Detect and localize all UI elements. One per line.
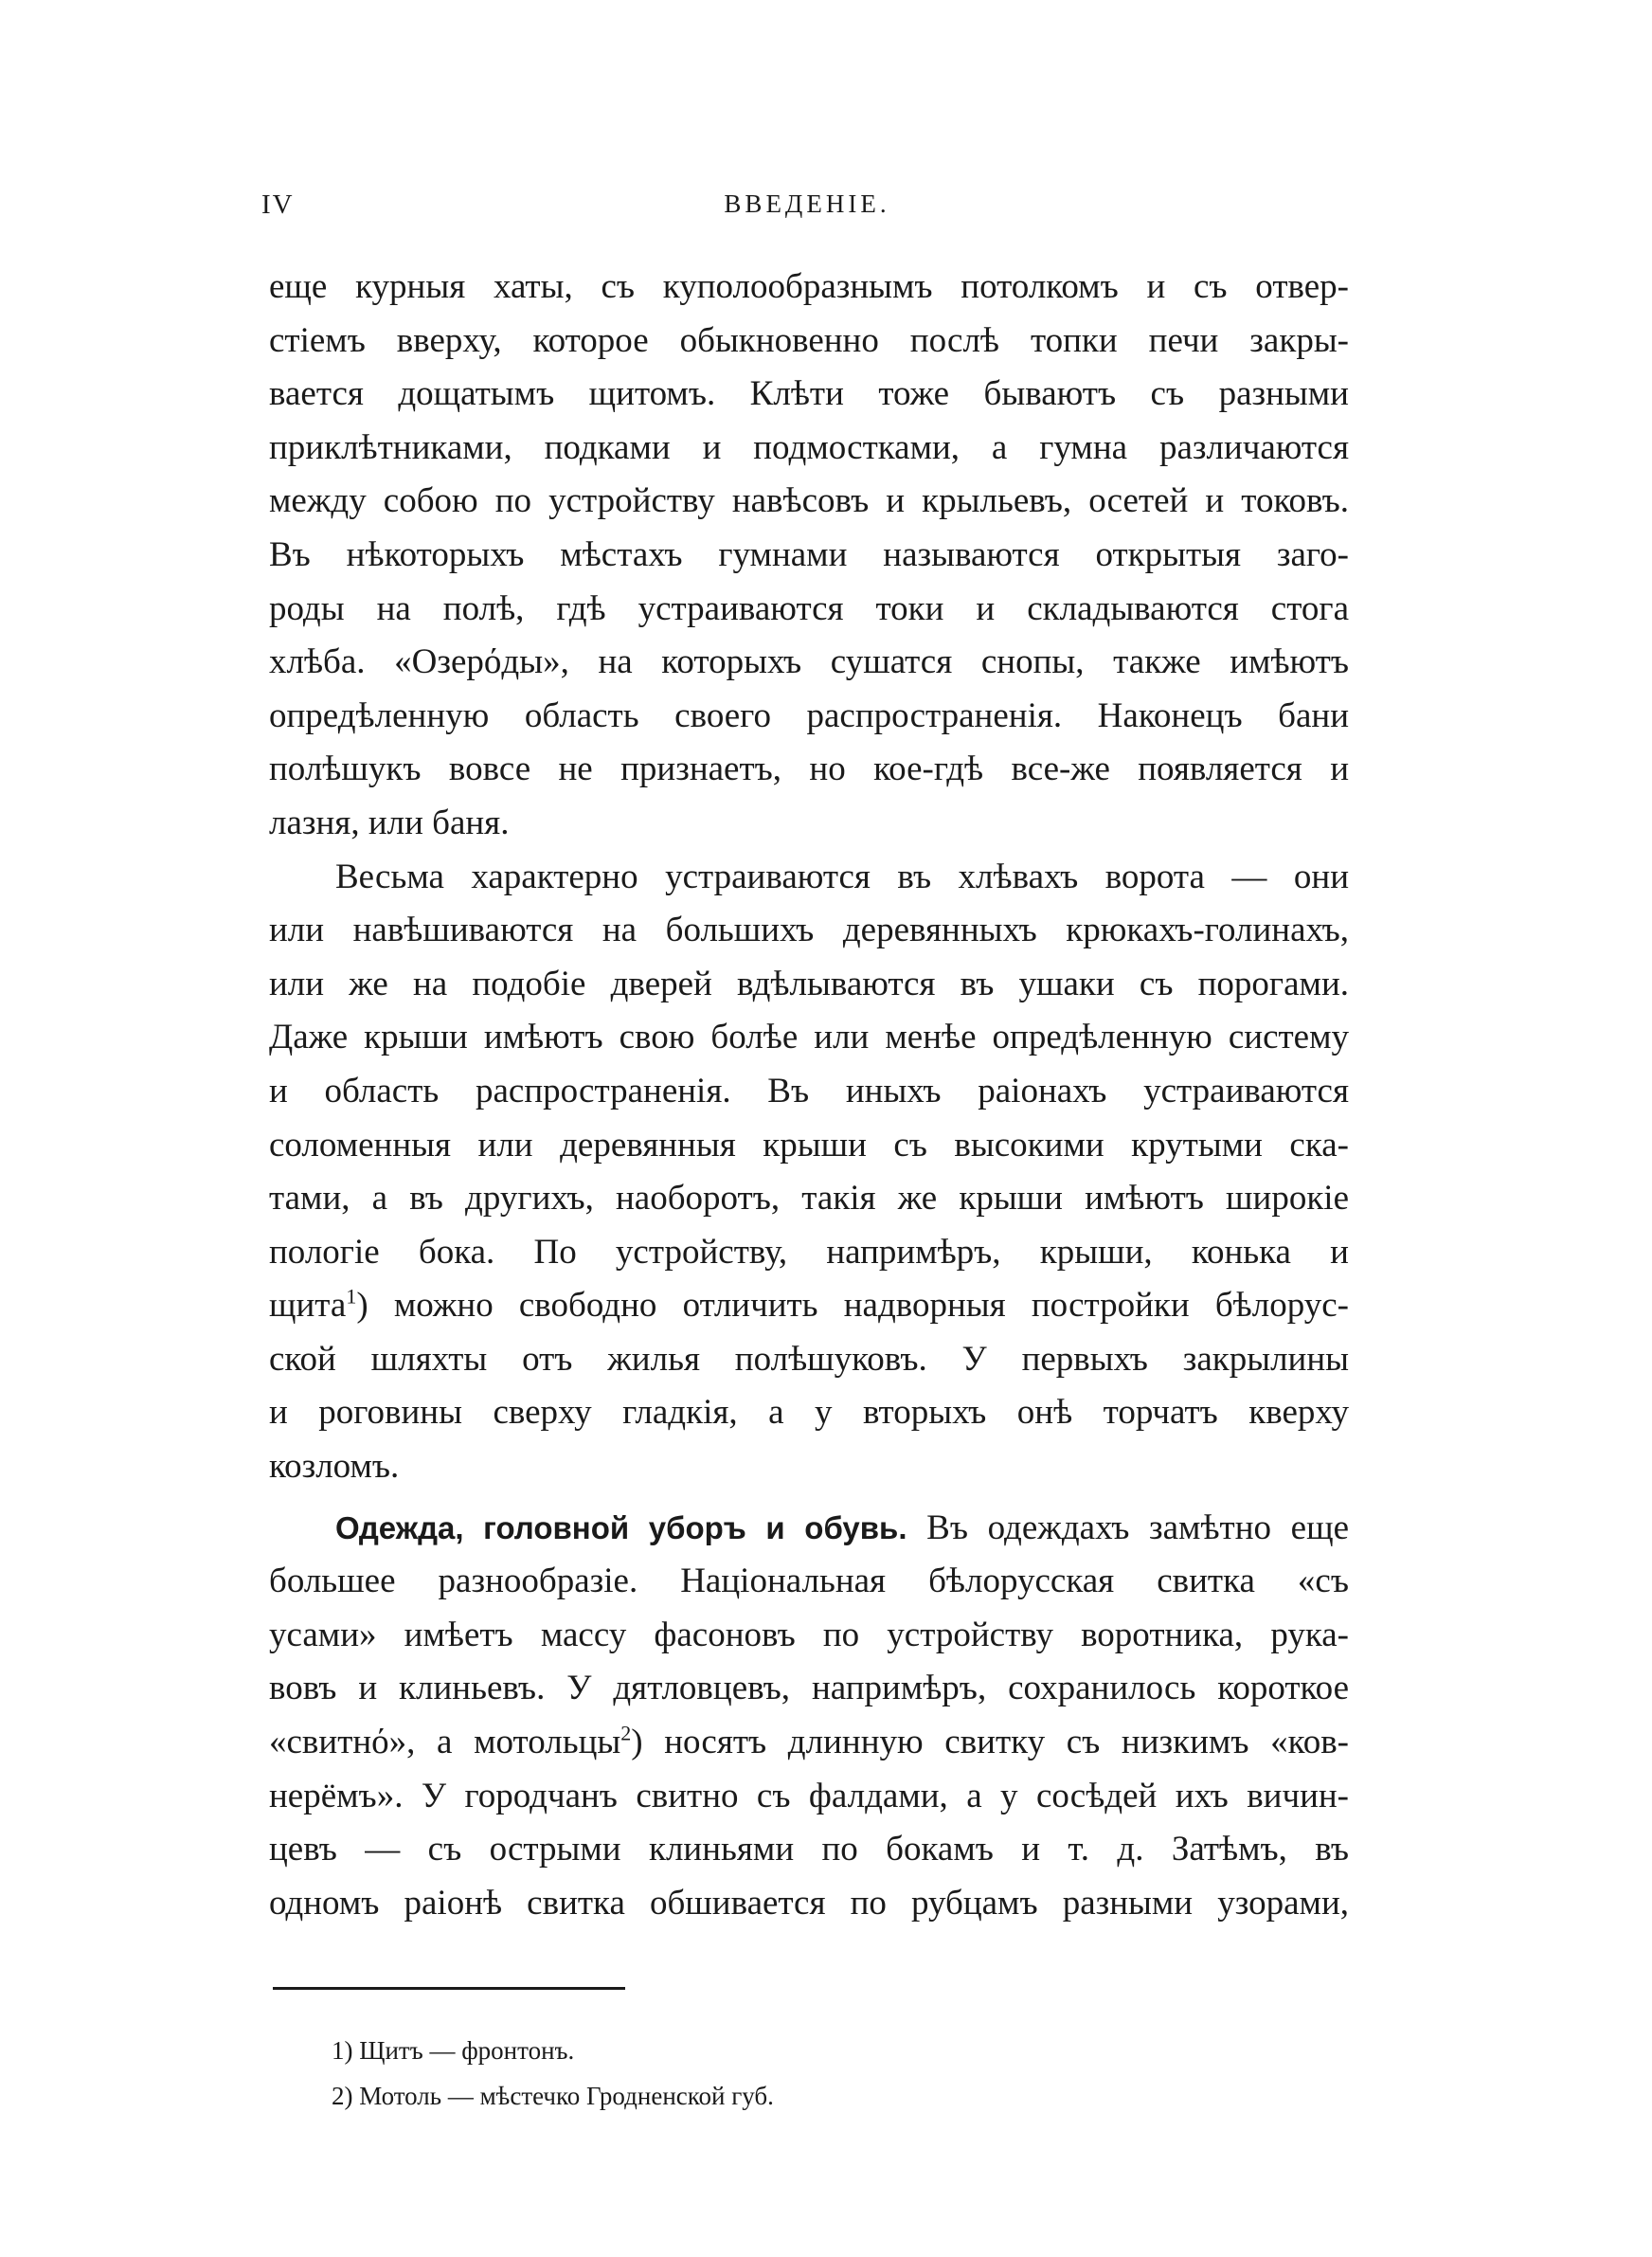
text-line: Даже крыши имѣютъ свою болѣе или менѣе опредѣленную систему	[269, 1018, 1349, 1057]
text-line: усами» имѣетъ массу фасоновъ по устройству воротника, рука-	[269, 1615, 1349, 1654]
footnote-ref-2[interactable]: 2	[620, 1721, 632, 1745]
text-line: стіемъ вверху, которое обыкновенно послѣ топки печи закры-	[269, 320, 1349, 360]
running-head	[261, 190, 1353, 227]
text-segment: щита	[269, 1286, 347, 1326]
footnote-1: 1) Щитъ — фронтонъ.	[332, 2036, 575, 2065]
text-segment: ) можно свободно отличить надворныя постройки бѣлорус-	[356, 1286, 1349, 1326]
text-segment: Въ одеждахъ замѣтно еще	[907, 1508, 1349, 1547]
page-number: IV	[261, 190, 295, 220]
running-title: ВВЕДЕНІЕ.	[724, 190, 890, 218]
text-line-with-footnote	[269, 1279, 1349, 1333]
text-segment: ) носятъ длинную свитку съ низкимъ «ков-	[631, 1723, 1349, 1762]
text-line: большее разнообразіе. Національная бѣлорусская свитка «съ	[269, 1562, 1349, 1601]
text-line: опредѣленную область своего распространенія. Наконецъ бани	[269, 695, 1349, 735]
text-line: лазня, или баня.	[269, 803, 510, 842]
text-segment: «свитнό», а мотольцы	[269, 1723, 621, 1762]
text-line: полѣшукъ вовсе не признаетъ, но кое-гдѣ все-же появляется и	[269, 749, 1349, 789]
footnote-divider	[273, 1987, 625, 1990]
main-text	[269, 261, 1349, 1930]
text-line: между собою по устройству навѣсовъ и крыльевъ, осетей и токовъ.	[269, 481, 1349, 521]
text-line-with-heading	[269, 1502, 1349, 1556]
text-line: Весьма характерно устраиваются въ хлѣвахъ ворота — они	[335, 857, 1349, 896]
text-line: и область распространенія. Въ иныхъ раіонахъ устраиваются	[269, 1071, 1349, 1110]
text-line: хлѣба. «Озерόды», на которыхъ сушатся снопы, также имѣютъ	[269, 642, 1349, 682]
section-heading: Одежда, головной уборъ и обувь.	[335, 1509, 907, 1545]
text-line: вается дощатымъ щитомъ. Клѣти тоже бываютъ съ разными	[269, 374, 1349, 414]
text-line: роды на полѣ, гдѣ устраиваются токи и складываются стога	[269, 588, 1349, 628]
footnote-2: 2) Мотоль — мѣстечко Гродненской губ.	[332, 2082, 774, 2110]
text-line: тами, а въ другихъ, наоборотъ, такія же крыши имѣютъ широкіе	[269, 1179, 1349, 1219]
text-line: ской шляхты отъ жилья полѣшуковъ. У первыхъ закрылины	[269, 1339, 1349, 1379]
text-line: соломенныя или деревянныя крыши съ высокими крутыми ска-	[269, 1125, 1349, 1165]
text-line: приклѣтниками, подками и подмостками, а гумна различаются	[269, 427, 1349, 467]
text-line: Въ нѣкоторыхъ мѣстахъ гумнами называются открытыя заго-	[269, 534, 1349, 574]
footnotes	[332, 2028, 1279, 2119]
text-line: нерёмъ». У городчанъ свитно съ фалдами, а у сосѣдей ихъ вичин-	[269, 1776, 1349, 1815]
footnote-ref-1[interactable]: 1	[346, 1284, 357, 1309]
text-line: козломъ.	[269, 1447, 400, 1487]
text-line: или же на подобіе дверей вдѣлываются въ ушаки съ порогами.	[269, 964, 1349, 1003]
text-line: вовъ и клиньевъ. У дятловцевъ, напримѣръ, сохранилось короткое	[269, 1669, 1349, 1708]
text-line-with-footnote	[269, 1716, 1349, 1770]
text-line: или навѣшиваются на большихъ деревянныхъ крюкахъ-голинахъ,	[269, 911, 1349, 950]
text-line: пологіе бока. По устройству, напримѣръ, крыши, конька и	[269, 1232, 1349, 1272]
paragraph-gap	[269, 1494, 1349, 1502]
text-line: цевъ — съ острыми клиньями по бокамъ и т. д. Затѣмъ, въ	[269, 1830, 1349, 1869]
text-line: и роговины сверху гладкія, а у вторыхъ онѣ торчатъ кверху	[269, 1393, 1349, 1433]
text-line: одномъ раіонѣ свитка обшивается по рубцамъ разными узорами,	[269, 1883, 1349, 1923]
text-line: еще курныя хаты, съ куполообразнымъ потолкомъ и съ отвер-	[269, 267, 1349, 306]
